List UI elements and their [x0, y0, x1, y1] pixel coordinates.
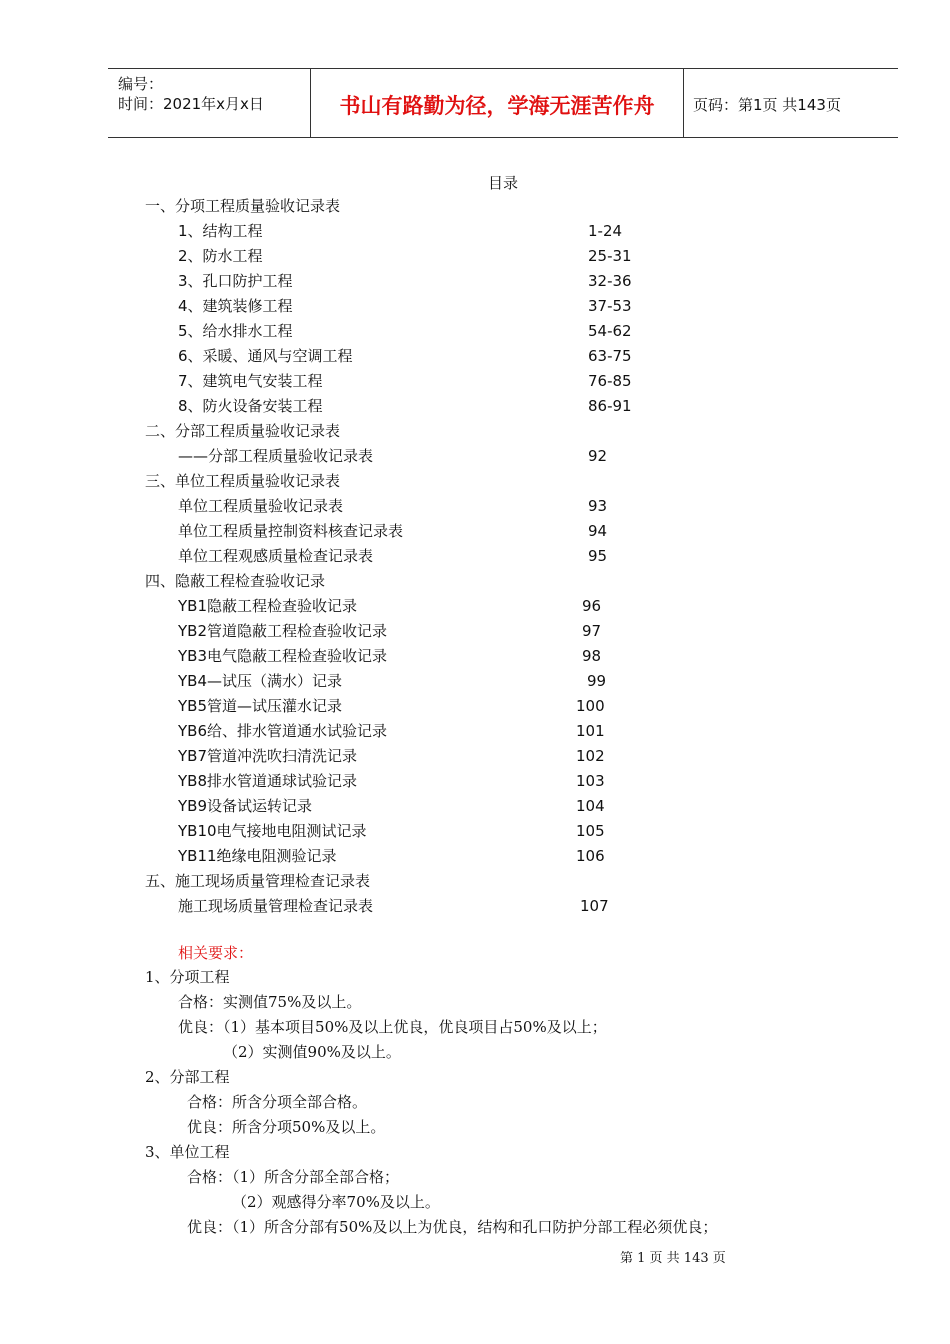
- requirement-line: 优良：（1）所含分部有50%及以上为优良，结构和孔口防护分部工程必须优良；: [187, 1218, 718, 1236]
- toc-entry-page: 63-75: [588, 347, 632, 365]
- toc-entry: YB7管道冲洗吹扫清洗记录: [178, 747, 357, 765]
- page-footer: 第 1 页 共 143 页: [620, 1251, 726, 1266]
- document-header: [108, 68, 898, 138]
- toc-entry-page: 104: [576, 797, 605, 815]
- toc-entry: 4、建筑装修工程: [178, 297, 293, 315]
- toc-entry-page: 1-24: [588, 222, 623, 240]
- toc-entry: YB6给、排水管道通水试验记录: [178, 722, 387, 740]
- toc-entry: YB8排水管道通球试验记录: [178, 772, 357, 790]
- requirement-line: （2）实测值90%及以上。: [223, 1043, 401, 1061]
- toc-entry: 施工现场质量管理检查记录表: [178, 897, 374, 915]
- toc-entry-page: 96: [582, 597, 602, 615]
- toc-entry-page: 37-53: [588, 297, 632, 315]
- header-right-cell: [683, 69, 898, 137]
- requirements-title: 相关要求：: [178, 944, 254, 962]
- requirement-line: （2）观感得分率70%及以上。: [232, 1193, 440, 1211]
- toc-section-heading: 二、分部工程质量验收记录表: [145, 422, 341, 440]
- document-date-label: 时间：2021年x月x日: [118, 95, 264, 113]
- toc-entry-page: 76-85: [588, 372, 632, 390]
- toc-entry-page: 95: [588, 547, 608, 565]
- header-motto: 书山有路勤为径，学海无涯苦作舟: [339, 94, 655, 118]
- requirement-line: 优良：所含分项50%及以上。: [187, 1118, 386, 1136]
- toc-entry: YB1隐蔽工程检查验收记录: [178, 597, 357, 615]
- toc-entry: 7、建筑电气安装工程: [178, 372, 323, 390]
- requirement-heading: 2、分部工程: [145, 1068, 230, 1086]
- toc-entry-page: 102: [576, 747, 605, 765]
- requirement-line: 合格：（1）所含分部全部合格；: [187, 1168, 400, 1186]
- toc-entry: YB9设备试运转记录: [178, 797, 312, 815]
- toc-title: 目录: [488, 174, 519, 192]
- toc-entry: 3、孔口防护工程: [178, 272, 293, 290]
- toc-entry: YB4—试压（满水）记录: [178, 672, 342, 690]
- header-center-cell: [310, 69, 684, 137]
- requirement-heading: 1、分项工程: [145, 968, 230, 986]
- toc-entry-page: 106: [576, 847, 605, 865]
- toc-entry-page: 32-36: [588, 272, 632, 290]
- toc-entry: 6、采暖、通风与空调工程: [178, 347, 353, 365]
- toc-section-heading: 四、隐蔽工程检查验收记录: [145, 572, 326, 590]
- header-page-info: 页码：第1页 共143页: [693, 96, 841, 114]
- toc-entry: 8、防火设备安装工程: [178, 397, 323, 415]
- toc-entry: YB10电气接地电阻测试记录: [178, 822, 367, 840]
- toc-entry: ——分部工程质量验收记录表: [178, 447, 374, 465]
- toc-entry-page: 54-62: [588, 322, 632, 340]
- toc-entry-page: 100: [576, 697, 605, 715]
- toc-entry: 单位工程观感质量检查记录表: [178, 547, 374, 565]
- toc-entry-page: 98: [582, 647, 602, 665]
- toc-entry: 单位工程质量验收记录表: [178, 497, 344, 515]
- toc-entry-page: 92: [588, 447, 608, 465]
- toc-entry-page: 105: [576, 822, 605, 840]
- toc-entry: 1、结构工程: [178, 222, 263, 240]
- requirement-line: 合格：实测值75%及以上。: [178, 993, 362, 1011]
- requirement-line: 优良：（1）基本项目50%及以上优良，优良项目占50%及以上；: [178, 1018, 607, 1036]
- header-left-cell: [108, 69, 310, 137]
- toc-entry: YB11绝缘电阻测验记录: [178, 847, 337, 865]
- toc-entry-page: 86-91: [588, 397, 632, 415]
- toc-entry-page: 93: [588, 497, 608, 515]
- toc-section-heading: 一、分项工程质量验收记录表: [145, 197, 341, 215]
- toc-entry-page: 94: [588, 522, 608, 540]
- toc-entry: 2、防水工程: [178, 247, 263, 265]
- toc-section-heading: 五、施工现场质量管理检查记录表: [145, 872, 371, 890]
- toc-entry-page: 97: [582, 622, 602, 640]
- document-number-label: 编号：: [118, 75, 164, 93]
- toc-entry-page: 101: [576, 722, 605, 740]
- toc-entry: YB5管道—试压灌水记录: [178, 697, 342, 715]
- toc-entry: YB2管道隐蔽工程检查验收记录: [178, 622, 387, 640]
- toc-entry-page: 99: [587, 672, 607, 690]
- toc-entry: YB3电气隐蔽工程检查验收记录: [178, 647, 387, 665]
- toc-entry-page: 25-31: [588, 247, 632, 265]
- toc-entry: 单位工程质量控制资料核查记录表: [178, 522, 404, 540]
- toc-section-heading: 三、单位工程质量验收记录表: [145, 472, 341, 490]
- toc-entry-page: 103: [576, 772, 605, 790]
- toc-entry-page: 107: [580, 897, 609, 915]
- toc-entry: 5、给水排水工程: [178, 322, 293, 340]
- requirement-line: 合格：所含分项全部合格。: [187, 1093, 368, 1111]
- requirement-heading: 3、单位工程: [145, 1143, 230, 1161]
